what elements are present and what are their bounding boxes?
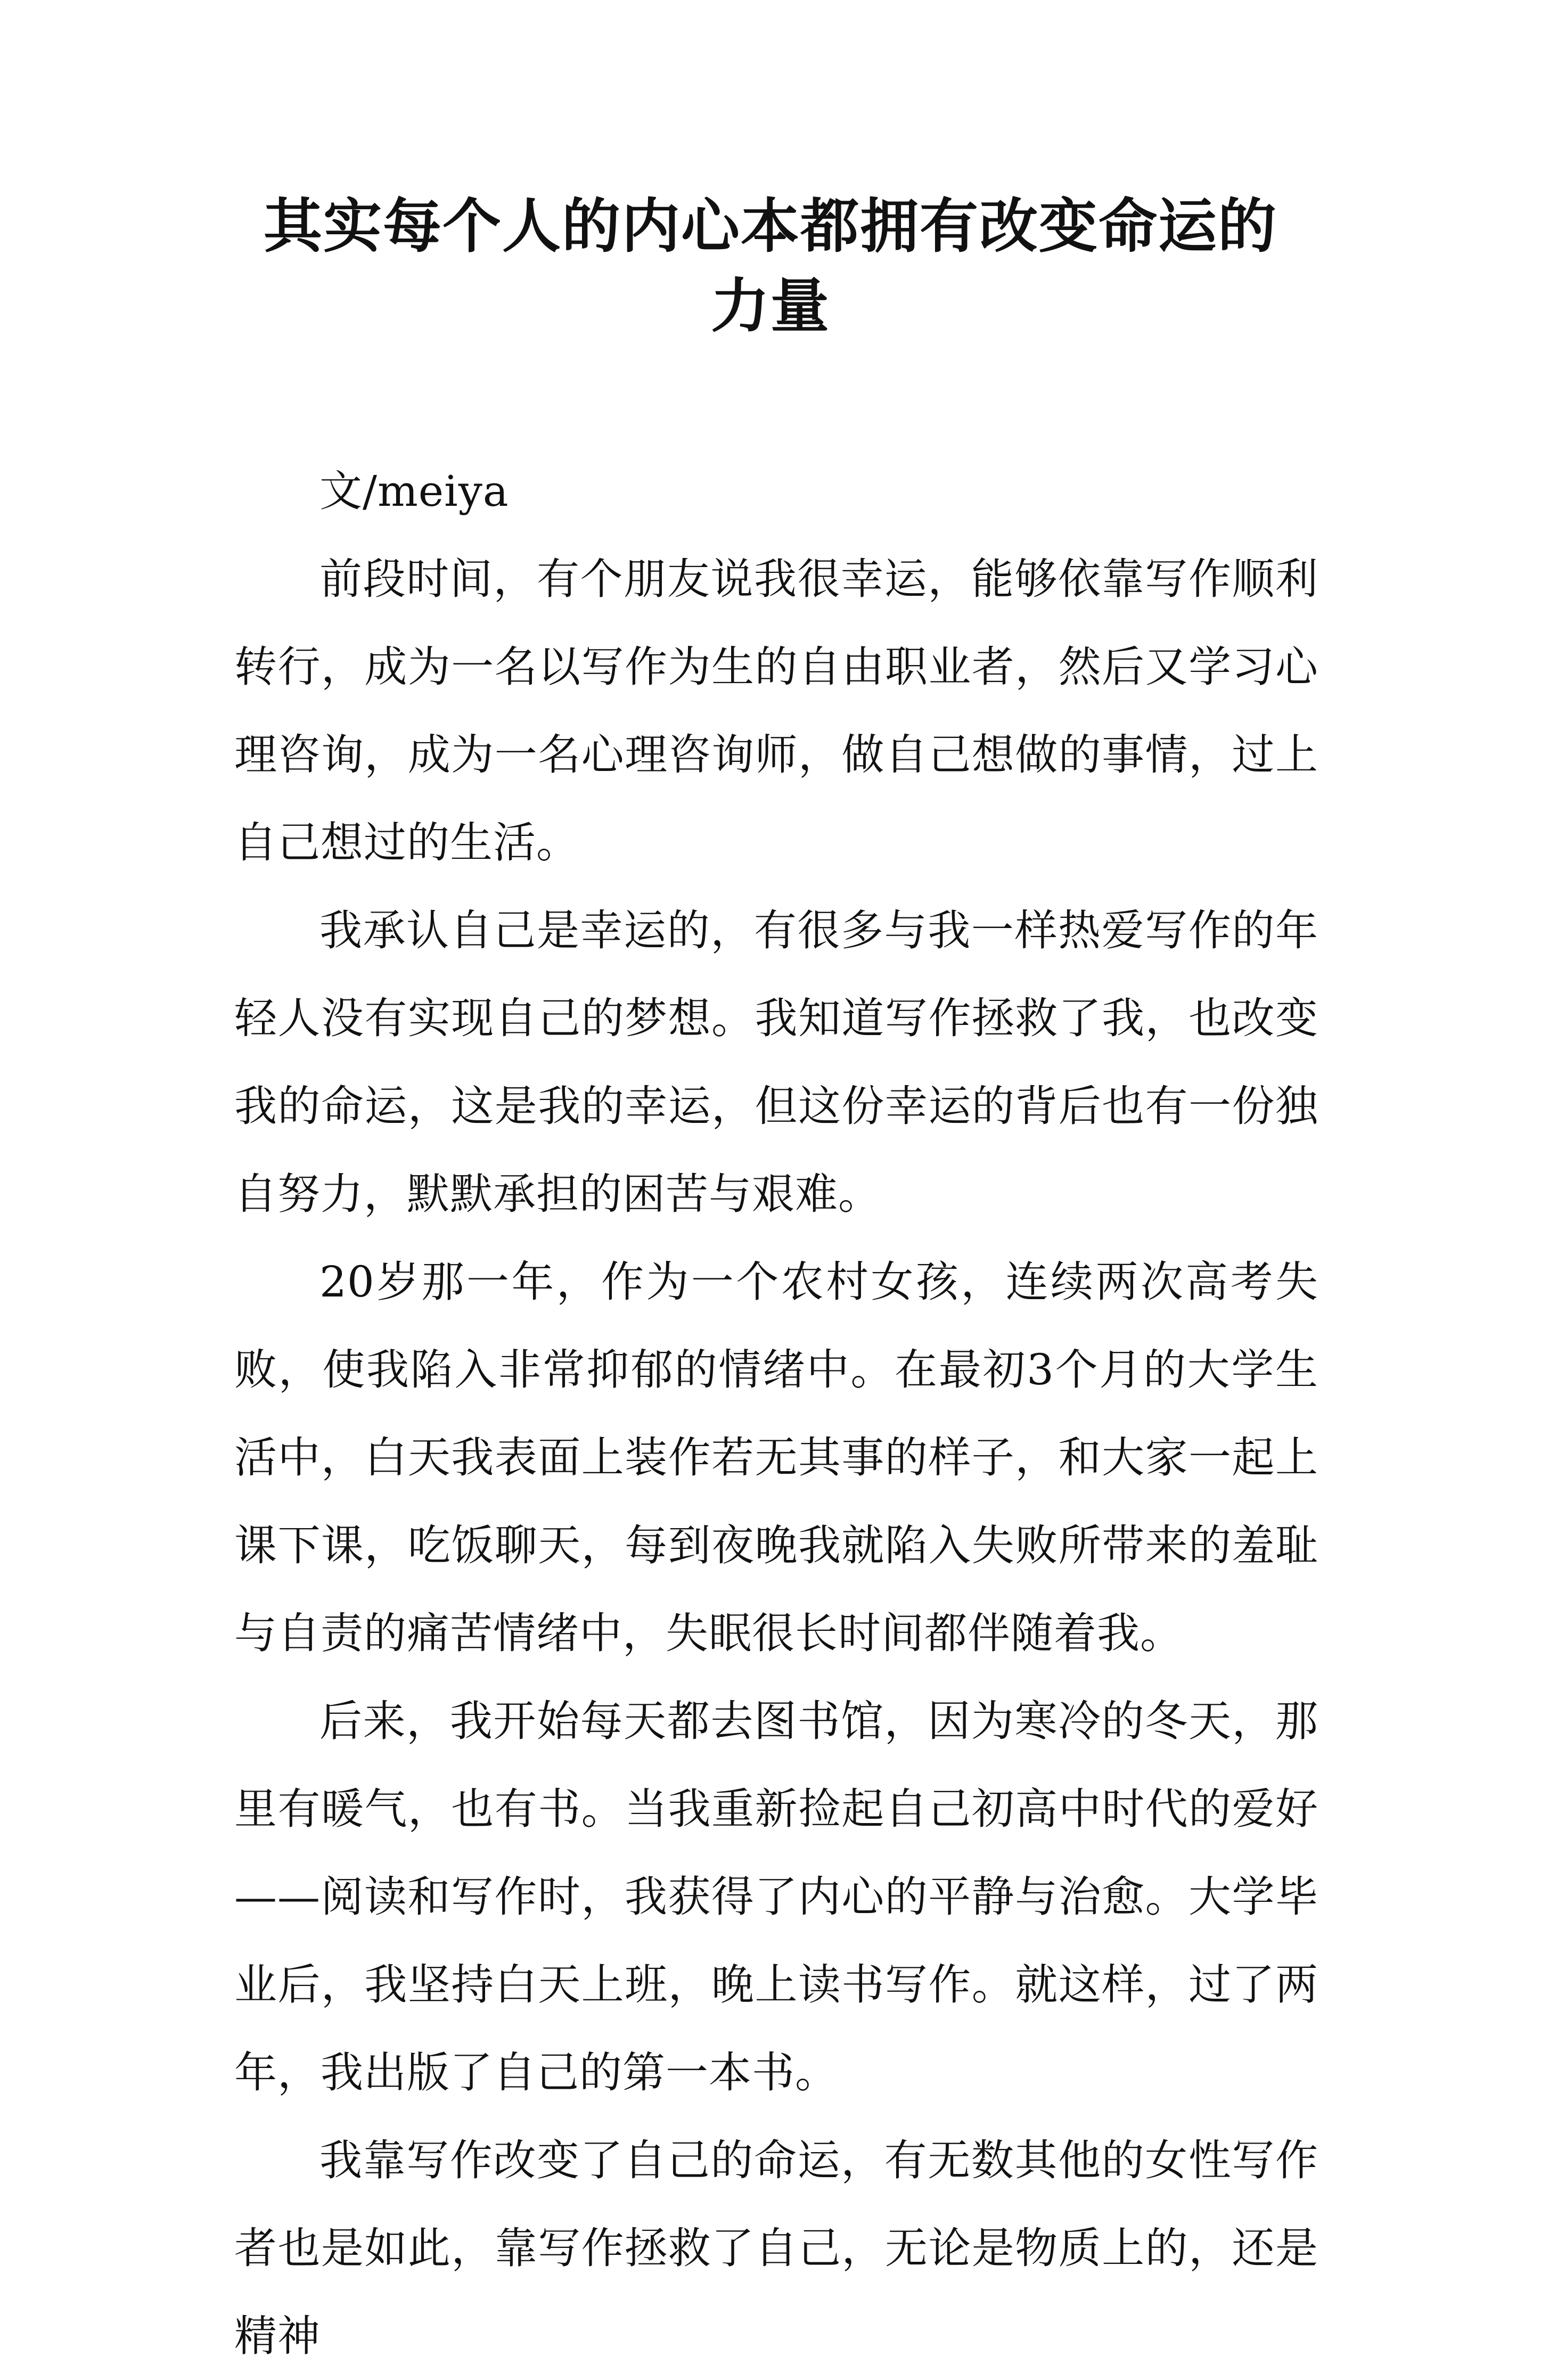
paragraph: 后来，我开始每天都去图书馆，因为寒冷的冬天，那里有暖气，也有书。当我重新捡起自己初高中时代的爱好——阅读和写作时，我获得了内心的平静与治愈。大学毕业后，我坚持白天上班，晚上读书写作。就这样，过了两年，我出版了自己的第一本书。 bbox=[234, 1696, 1318, 2097]
paragraph: 前段时间，有个朋友说我很幸运，能够依靠写作顺利转行，成为一名以写作为生的自由职业者，然后又学习心理咨询，成为一名心理咨询师，做自己想做的事情，过上自己想过的生活。 bbox=[234, 554, 1318, 867]
byline: 文/meiya bbox=[319, 466, 509, 516]
paragraph: 我靠写作改变了自己的命运，有无数其他的女性写作者也是如此，靠写作拯救了自己，无论是物质上的，还是精神 bbox=[234, 2136, 1318, 2361]
document-body bbox=[234, 447, 1318, 2380]
paragraph: 20岁那一年，作为一个农村女孩，连续两次高考失败，使我陷入非常抑郁的情绪中。在最初3个月的大学生活中，白天我表面上装作若无其事的样子，和大家一起上课下课，吃饭聊天，每到夜晚我就陷入失败所带来的羞耻与自责的痛苦情绪中，失眠很长时间都伴随着我。 bbox=[234, 1257, 1318, 1658]
document-title: 其实每个人的内心本都拥有改变命运的力量 bbox=[264, 192, 1277, 340]
paragraph: 我承认自己是幸运的，有很多与我一样热爱写作的年轻人没有实现自己的梦想。我知道写作拯救了我，也改变我的命运，这是我的幸运，但这份幸运的背后也有一份独自努力，默默承担的困苦与艰难。 bbox=[234, 906, 1318, 1219]
